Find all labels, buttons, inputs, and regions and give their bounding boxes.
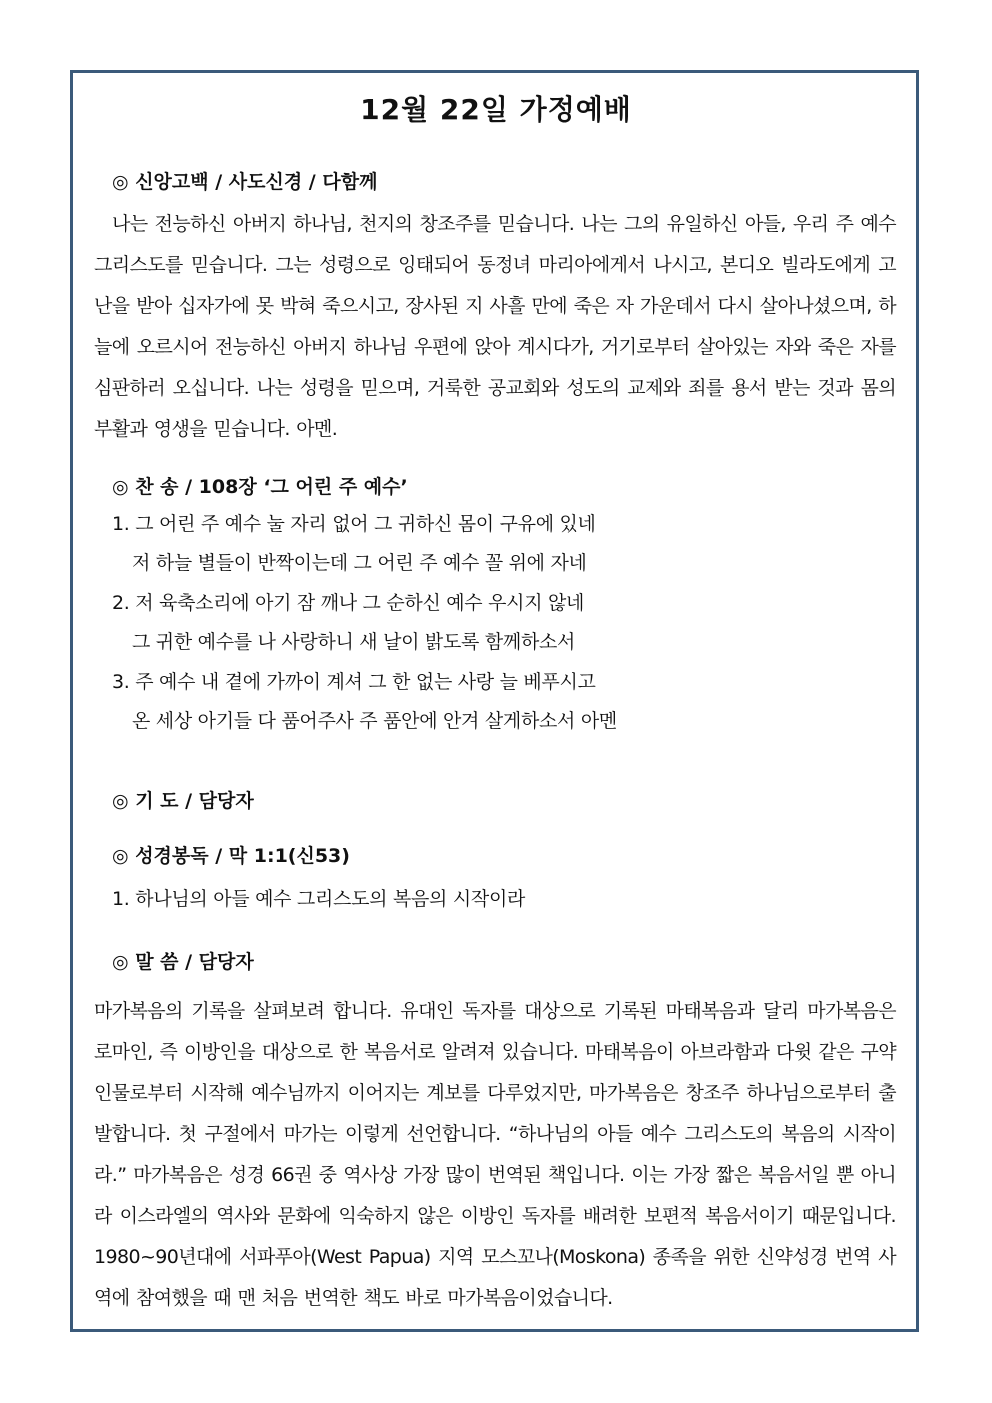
hymn-line: 온 세상 아기들 다 품어주사 주 품안에 안겨 살게하소서 아멘: [132, 710, 617, 732]
hymn-line: 그 귀한 예수를 나 사랑하니 새 날이 밝도록 함께하소서: [132, 631, 576, 653]
hymn-line: 2. 저 육축소리에 아기 잠 깨나 그 순하신 예수 우시지 않네: [112, 592, 585, 614]
page-title: 12월 22일 가정예배: [360, 93, 632, 126]
hymn-line: 저 하늘 별들이 반짝이는데 그 어린 주 예수 꼴 위에 자네: [132, 552, 587, 574]
hymn-heading: ◎ 찬 송 / 108장 ‘그 어린 주 예수’: [112, 476, 408, 498]
creed-heading: ◎ 신앙고백 / 사도신경 / 다함께: [112, 171, 378, 193]
reading-heading: ◎ 성경봉독 / 막 1:1(신53): [112, 845, 350, 867]
hymn-line: 3. 주 예수 내 곁에 가까이 계셔 그 한 없는 사랑 늘 베푸시고: [112, 671, 596, 693]
reading-verse: 1. 하나님의 아들 예수 그리스도의 복음의 시작이라: [112, 888, 526, 910]
prayer-heading: ◎ 기 도 / 담당자: [112, 790, 254, 812]
sermon-text: 마가복음의 기록을 살펴보려 합니다. 유대인 독자를 대상으로 기록된 마태복음과 달리 마가복음은 로마인, 즉 이방인을 대상으로 한 복음서로 알려져 있습니다. 마태복음이 아브라함과 다윗 같은 구약 인물로부터 시작해 예수님까지 이어지는 계보를 다루었지만, 마가복음은 창조주 하나님으로부터 출발합니다. 첫 구절에서 마가는 이렇게 선언합니다. “하나님의 아들 예수 그리스도의 복음의 시작이라.” 마가복음은 성경 66권 중 역사상 가장 많이 번역된 책입니다. 이는 가장 짧은 복음서일 뿐 아니라 이스라엘의 역사와 문화에 익숙하지 않은 이방인 독자를 배려한 보편적 복음서이기 때문입니다. 1980~90년대에 서파푸아(West Papua) 지역 모스꼬나(Moskona) 종족을 위한 신약성경 번역 사역에 참여했을 때 맨 처음 번역한 책도 바로 마가복음이었습니다.: [94, 1000, 896, 1309]
creed-text: 나는 전능하신 아버지 하나님, 천지의 창조주를 믿습니다. 나는 그의 유일하신 아들, 우리 주 예수 그리스도를 믿습니다. 그는 성령으로 잉태되어 동정녀 마리아에게서 나시고, 본디오 빌라도에게 고난을 받아 십자가에 못 박혀 죽으시고, 장사된 지 사흘 만에 죽은 자 가운데서 다시 살아나셨으며, 하늘에 오르시어 전능하신 아버지 하나님 우편에 앉아 계시다가, 거기로부터 살아있는 자와 죽은 자를 심판하러 오십니다. 나는 성령을 믿으며, 거룩한 공교회와 성도의 교제와 죄를 용서 받는 것과 몸의 부활과 영생을 믿습니다. 아멘.: [94, 213, 896, 440]
hymn-line: 1. 그 어린 주 예수 눌 자리 없어 그 귀하신 몸이 구유에 있네: [112, 513, 596, 535]
sermon-heading: ◎ 말 씀 / 담당자: [112, 951, 254, 973]
